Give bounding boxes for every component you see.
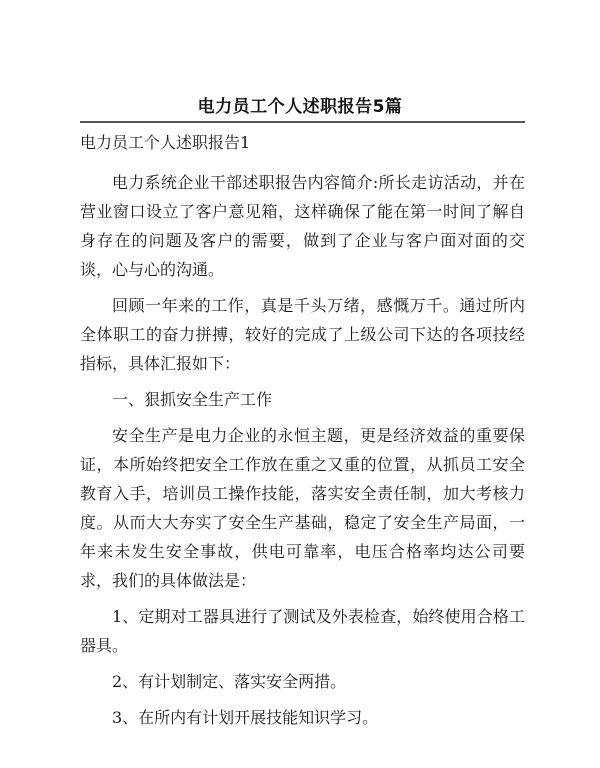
paragraph: 回顾一年来的工作，真是千头万绪，感慨万千。通过所内全体职工的奋力拼搏，较好的完成了上级公司下达的各项技经指标，具体汇报如下： — [80, 296, 525, 373]
document-body — [80, 128, 525, 739]
section-heading: 一、狠抓安全生产工作 — [112, 390, 273, 409]
title-divider — [80, 121, 525, 123]
paragraph: 电力系统企业干部述职报告内容简介:所长走访活动，并在营业窗口设立了客户意见箱，这样确保了能在第一时间了解自身存在的问题及客户的需要，做到了企业与客户面对面的交谈，心与心的沟通。 — [80, 173, 525, 279]
section-subtitle: 电力员工个人述职报告1 — [80, 133, 251, 152]
list-item: 3、在所内有计划开展技能知识学习。 — [112, 708, 379, 727]
list-item: 1、定期对工器具进行了测试及外表检查，始终使用合格工器具。 — [80, 607, 525, 655]
list-item: 2、有计划制定、落实安全两措。 — [112, 672, 347, 691]
document-title: 电力员工个人述职报告5篇 — [197, 97, 403, 117]
paragraph: 安全生产是电力企业的永恒主题，更是经济效益的重要保证，本所始终把安全工作放在重之又重的位置，从抓员工安全教育入手，培训员工操作技能，落实安全责任制，加大考核力度。从而大大夯实了安全生产基础，稳定了安全生产局面，一年来未发生安全事故，供电可靠率，电压合格率均达公司要求，我们的具体做法是： — [80, 426, 525, 590]
